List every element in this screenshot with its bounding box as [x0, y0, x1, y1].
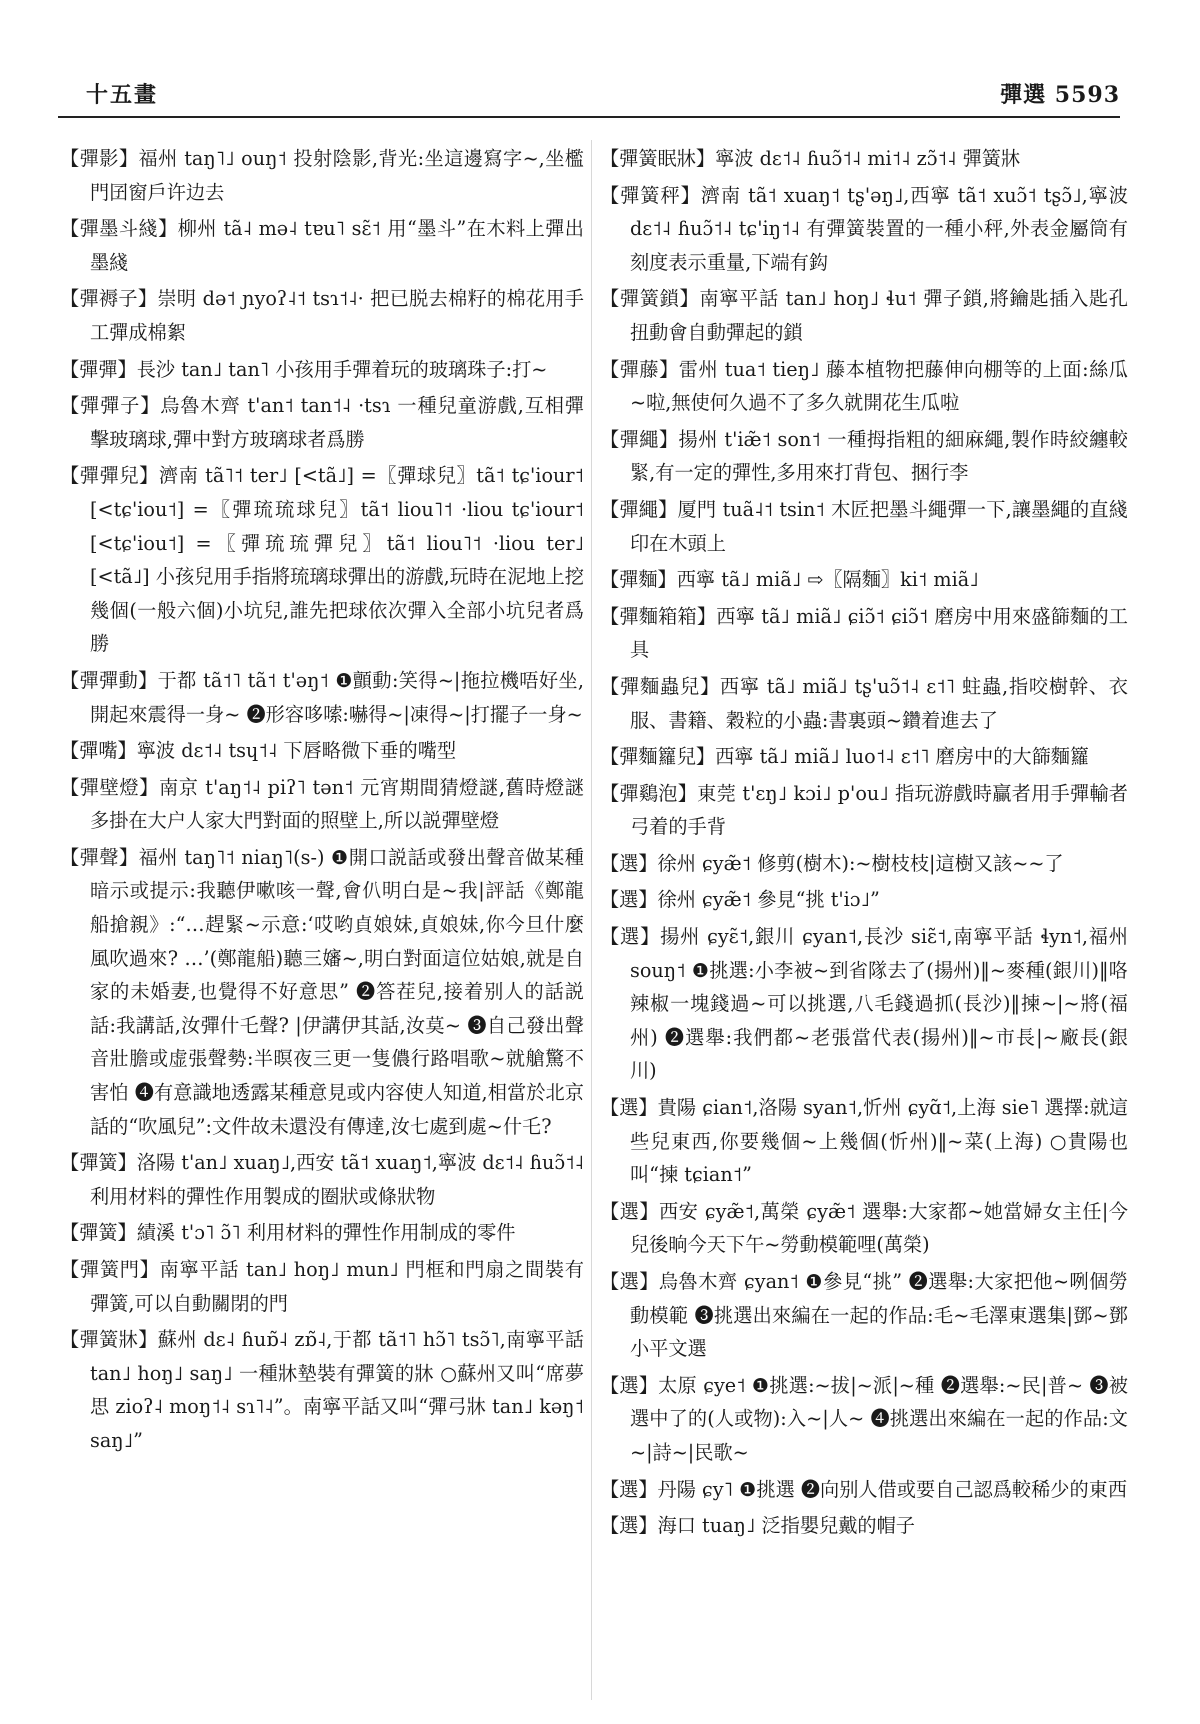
dictionary-entry: 【彈聲】福州 taŋ˥˦ niaŋ˥(s-) ❶開口説話或發出聲音做某種暗示或提示:我聽伊嗽咳一聲,會仈明白是~我|評話《鄭龍船搶親》:“…趕緊~示意:‘哎哟貞娘妹,貞娘妹,你今旦什麼風吹過來? …’(鄭龍船)聽三嬸~,明白對面這位姑娘,就是自家的未婚妻,也覺得不好意思” ❷答茬兒,接着别人的話説話:我講話,汝彈什乇聲? |伊講伊其話,汝莫~ ❸自己發出聲音壯膽或虚張聲勢:半暝夜三更一隻儂行路唱歌~就艙驚不害怕 ❹有意識地透露某種意見或内容使人知道,相當於北京話的“吹風兒”:文件故未還没有傳達,汝七處到處~什乇? [60, 845, 584, 1138]
dictionary-entry: 【彈鷄泡】東莞 t'ɛŋ˩ kɔi˩ p'ou˩ 指玩游戲時贏者用手彈輸者弓着的手背 [600, 781, 1128, 839]
dictionary-entry: 【彈彈兒】濟南 tã˥˦ ter˩ [<tã˩] =〖彈球兒〗tã˦ tɕ'iour˦ [<tɕ'iou˦] =〖彈琉琉球兒〗tã˦ liou˥˦ ·liou tɕ'iour˦ [<tɕ'iou˦] =〖彈琉琉彈兒〗tã˦ liou˥˦ ·liou ter˩ [<tã˩] 小孩兒用手指將琉璃球彈出的游戲,玩時在泥地上挖幾個(一般六個)小坑兒,誰先把球依次彈入全部小坑兒者爲勝 [60, 464, 584, 656]
column-gutter [591, 140, 592, 1700]
dictionary-entry: 【彈褥子】崇明 də˦ ɲyoʔ˨˦ tsɿ˦˨· 把已脱去棉籽的棉花用手工彈成棉絮 [60, 287, 584, 344]
dictionary-entry: 【選】徐州 ɕyæ̃˦ 參見“挑 t'iɔ˩” [600, 888, 880, 912]
dictionary-entry: 【彈簧鎖】南寧平話 tan˩ hoŋ˩ ɬu˦ 彈子鎖,將鑰匙插入匙孔扭動會自動彈起的鎖 [600, 287, 1128, 344]
section-label: 十五畫 [86, 82, 159, 108]
dictionary-entry: 【選】海口 tuaŋ˩ 泛指嬰兒戴的帽子 [600, 1514, 915, 1538]
dictionary-entry: 【彈彈子】烏魯木齊 t'an˦ tan˦˨ ·tsɿ 一種兒童游戲,互相彈擊玻璃球,彈中對方玻璃球者爲勝 [60, 394, 584, 451]
dictionary-entry: 【彈墨斗綫】柳州 tã˨ mə˨ tɐu˥ sɛ̃˦ 用“墨斗”在木料上彈出墨綫 [60, 217, 584, 274]
dictionary-entry: 【選】太原 ɕye˦ ❶挑選:~拔|~派|~種 ❷選舉:~民|普~ ❸被選中了的(人或物):入~|人~ ❹挑選出來編在一起的作品:文~|詩~|民歌~ [600, 1373, 1128, 1464]
dictionary-entry: 【彈簧】績溪 t'ɔ˥ ɔ̃˥ 利用材料的彈性作用制成的零件 [60, 1221, 516, 1245]
dictionary-entry: 【彈嘴】寧波 dɛ˦˨ tsɥ˦˨ 下唇略微下垂的嘴型 [60, 739, 457, 763]
dictionary-entry: 【選】烏魯木齊 ɕyan˦ ❶參見“挑” ❷選舉:大家把他~咧個勞動模範 ❸挑選出來編在一起的作品:毛~毛澤東選集|鄧~鄧小平文選 [600, 1270, 1128, 1361]
dictionary-entry: 【彈麵蟲兒】西寧 tã˩ miã˩ tʂ'uɔ̃˦˨ ɛ˦˥ 蛀蟲,指咬樹幹、衣服、書籍、穀粒的小蟲:書裏頭~鑽着進去了 [600, 674, 1128, 732]
header-rule [58, 116, 1120, 118]
dictionary-entry: 【選】丹陽 ɕy˥ ❶挑選 ❷向别人借或要自己認爲較稀少的東西 [600, 1477, 1128, 1501]
dictionary-entry: 【彈麵箱箱】西寧 tã˩ miã˩ ɕiɔ̃˦ ɕiɔ̃˦ 磨房中用來盛篩麵的工具 [600, 604, 1128, 662]
dictionary-entry: 【選】徐州 ɕyæ̃˦ 修剪(樹木):~樹枝枝|這樹又該~~了 [600, 851, 1064, 875]
left-column [60, 142, 584, 1458]
dictionary-entry: 【彈麵籮兒】西寧 tã˩ miã˩ luo˦˨ ɛ˦˥ 磨房中的大篩麵籮 [600, 745, 1090, 769]
dictionary-entry: 【選】貴陽 ɕian˦,洛陽 syan˦,忻州 ɕyɑ̃˦,上海 sie˥ 選擇:就這些兒東西,你要幾個~上幾個(忻州)‖~菜(上海) ○貴陽也叫“揀 tɕian˦” [600, 1096, 1128, 1187]
dictionary-entry: 【彈彈動】于都 tã˦˥ tã˦ t'əŋ˦ ❶顫動:笑得~|拖拉機唔好坐,開起來震得一身~ ❷形容哆嗦:嚇得~|凍得~|打擺子一身~ [60, 668, 584, 726]
dictionary-entry: 【彈簧門】南寧平話 tan˩ hoŋ˩ mun˩ 門框和門扇之間裝有彈簧,可以自動關閉的門 [60, 1258, 584, 1315]
dictionary-entry: 【彈藤】雷州 tua˦ tieŋ˩ 藤本植物把藤伸向棚等的上面:絲瓜~啦,無使何久過不了多久就開花生瓜啦 [600, 357, 1128, 415]
right-column [600, 142, 1128, 1543]
dictionary-entry: 【選】揚州 ɕyɛ̃˦,銀川 ɕyan˦,長沙 siɛ̃˦,南寧平話 ɬyn˦,福州 souŋ˦ ❶挑選:小李被~到省隊去了(揚州)‖~麥種(銀川)‖咯辣椒一塊錢過~可以挑選,八毛錢過抓(長沙)‖揀~|~將(福州) ❷選舉:我們都~老張當代表(揚州)‖~市長|~廠長(銀川) [600, 925, 1128, 1083]
dictionary-entry: 【彈簧眠牀】寧波 dɛ˦˨ ɦuɔ̃˦˨ mi˦˨ zɔ̃˦˨ 彈簧牀 [600, 147, 1021, 170]
dictionary-entry: 【彈彈】長沙 tan˩ tan˥ 小孩用手彈着玩的玻璃珠子:打~ [60, 357, 548, 381]
dictionary-entry: 【彈繩】厦門 tuã˨˦ tsin˦ 木匠把墨斗繩彈一下,讓墨繩的直綫印在木頭上 [600, 497, 1128, 555]
running-header [58, 78, 1120, 112]
dictionary-entry: 【彈繩】揚州 t'iæ̃˦ son˦ 一種拇指粗的細麻繩,製作時絞纏較緊,有一定的彈性,多用來打背包、捆行李 [600, 427, 1128, 485]
dictionary-entry: 【彈影】福州 taŋ˥˩ ouŋ˦ 投射陰影,背光:坐這邊寫字~,坐檻門囝窗戶许边去 [60, 147, 584, 204]
dictionary-entry: 【彈壁燈】南京 t'aŋ˦˨ piʔ˥ tən˦ 元宵期間猜燈謎,舊時燈謎多掛在大户人家大門對面的照壁上,所以説彈壁燈 [60, 775, 584, 833]
dictionary-entry: 【彈簧牀】蘇州 dɛ˨ ɦuɒ̃˨ zɒ̃˨,于都 tã˦˥ hɔ̃˥ tsɔ̃˥,南寧平話 tan˩ hoŋ˩ saŋ˩ 一種牀墊裝有彈簧的牀 ○蘇州又叫“席夢思 zioʔ˨ moŋ˦˨ sɿ˥˨”。南寧平話又叫“彈弓牀 tan˩ kəŋ˦ saŋ˩” [60, 1328, 584, 1452]
dictionary-entry: 【彈麵】西寧 tã˩ miã˩ ⇨〖隔麵〗ki˦ miã˩ [600, 568, 979, 592]
dictionary-entry: 【選】西安 ɕyæ̃˦,萬榮 ɕyæ̃˦ 選舉:大家都~她當婦女主任|今兒後晌今天下午~勞動模範哩(萬榮) [600, 1199, 1128, 1257]
page-title-number: 彈選 5593 [1000, 82, 1120, 108]
dictionary-entry: 【彈簧秤】濟南 tã˦ xuaŋ˦ tʂ'əŋ˩,西寧 tã˦ xuɔ̃˦ tʂɔ̃˩,寧波 dɛ˦˨ ɦuɔ̃˦˨ tɕ'iŋ˦˨ 有彈簧裝置的一種小秤,外表金屬筒有刻度表示重量,下端有鈎 [600, 183, 1128, 274]
dictionary-entry: 【彈簧】洛陽 t'an˩ xuaŋ˩,西安 tã˦ xuaŋ˦,寧波 dɛ˦˨ ɦuɔ̃˦˨ 利用材料的彈性作用製成的圈狀或條狀物 [60, 1151, 584, 1208]
